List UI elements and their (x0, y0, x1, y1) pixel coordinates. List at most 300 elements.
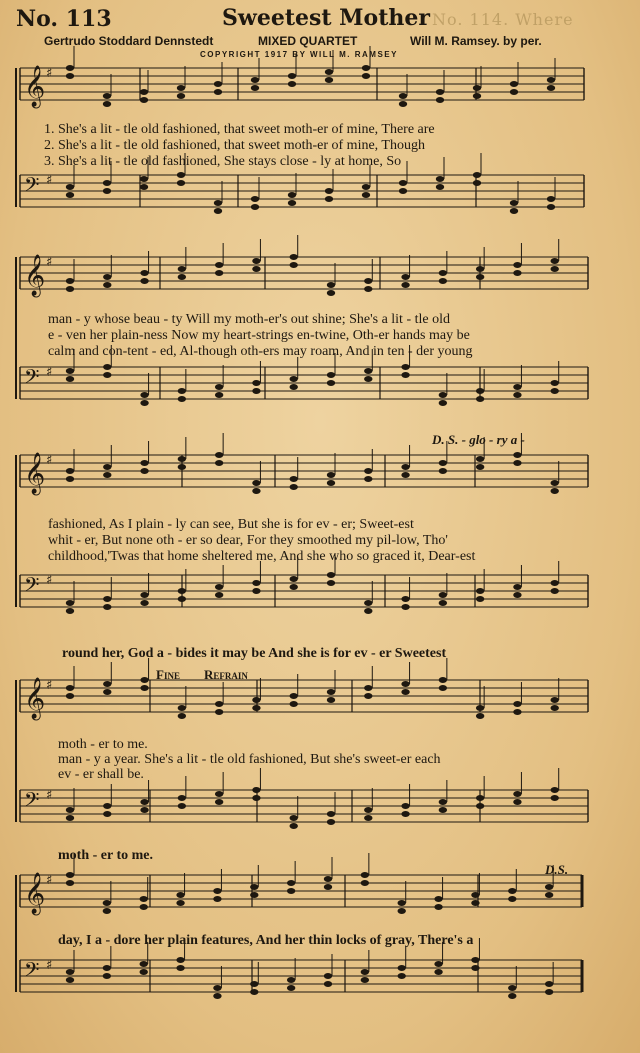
note-head (290, 384, 298, 390)
note-head (476, 713, 484, 719)
note-head (177, 93, 185, 99)
system3-lyric-4: round her, God a - bides it may be And she is for ev - er Sweetest (62, 646, 447, 661)
note-head (508, 985, 516, 991)
note-head (551, 588, 559, 594)
note-head (252, 580, 260, 586)
note-head (250, 981, 258, 987)
note-head (364, 368, 372, 374)
sharp-icon: ♯ (46, 788, 53, 803)
note-head (140, 400, 148, 406)
note-head (178, 803, 186, 809)
note-head (362, 65, 370, 71)
note-head (513, 452, 521, 458)
note-head (252, 697, 260, 703)
note-head (140, 896, 148, 902)
note-head (513, 384, 521, 390)
note-head (250, 892, 258, 898)
note-head (436, 176, 444, 182)
note-head (288, 200, 296, 206)
note-head (364, 693, 372, 699)
note-head (364, 807, 372, 813)
note-head (178, 464, 186, 470)
note-head (398, 908, 406, 914)
note-head (140, 176, 148, 182)
note-head (290, 262, 298, 268)
note-head (66, 969, 74, 975)
note-head (439, 278, 447, 284)
note-head (513, 799, 521, 805)
note-head (213, 896, 221, 902)
note-head (401, 803, 409, 809)
note-head (215, 460, 223, 466)
note-head (66, 807, 74, 813)
note-head (213, 993, 221, 999)
note-head (176, 957, 184, 963)
note-head (439, 685, 447, 691)
note-head (178, 274, 186, 280)
note-head (436, 89, 444, 95)
note-head (66, 376, 74, 382)
sharp-icon: ♯ (46, 678, 53, 693)
note-head (545, 989, 553, 995)
note-head (252, 588, 260, 594)
note-head (324, 973, 332, 979)
note-head (140, 969, 148, 975)
note-head (252, 795, 260, 801)
note-head (473, 180, 481, 186)
system4-lyric-2: man - y a year. She's a lit - tle old fashioned, But she's sweet-er each (58, 752, 441, 767)
note-head (215, 270, 223, 276)
ds-marker: D.S. (545, 862, 569, 877)
note-head (476, 795, 484, 801)
refrain-marker: Refrain (204, 667, 248, 682)
note-head (140, 799, 148, 805)
hymn-title: Sweetest Mother (222, 5, 430, 31)
system3-lyric-3: childhood,'Twas that home sheltered me, And she who so graced it, Dear-est (48, 549, 476, 564)
note-head (214, 89, 222, 95)
note-head (66, 608, 74, 614)
note-head (508, 896, 516, 902)
note-head (140, 961, 148, 967)
note-head (398, 900, 406, 906)
note-head (439, 600, 447, 606)
note-head (551, 705, 559, 711)
note-head (401, 372, 409, 378)
note-head (551, 480, 559, 486)
note-head (178, 713, 186, 719)
note-head (434, 961, 442, 967)
note-head (250, 989, 258, 995)
note-head (140, 677, 148, 683)
note-head (364, 608, 372, 614)
note-head (66, 65, 74, 71)
note-head (66, 286, 74, 292)
note-head (513, 460, 521, 466)
note-head (471, 900, 479, 906)
treble-clef-icon: 𝄞 (24, 255, 46, 296)
sharp-icon: ♯ (46, 66, 53, 81)
note-head (401, 282, 409, 288)
note-head (290, 815, 298, 821)
system2-lyric-2: e - ven her plain-ness Now my heart-strings en-twine, Oth-er hands may be (48, 328, 470, 343)
note-head (513, 709, 521, 715)
note-head (513, 270, 521, 276)
note-head (140, 184, 148, 190)
note-head (66, 693, 74, 699)
bass-clef-icon: 𝄢 (24, 365, 40, 393)
fine-marker: Fine (156, 667, 180, 682)
note-head (327, 572, 335, 578)
note-head (215, 384, 223, 390)
system3-lyric-2: whit - er, But none oth - er so dear, For they smoothed my pil-low, Tho' (48, 533, 448, 548)
note-head (471, 965, 479, 971)
system5-lyric-1: day, I a - dore her plain features, And her thin locks of gray, There's a (58, 933, 474, 948)
note-head (140, 592, 148, 598)
note-head (439, 400, 447, 406)
note-head (215, 392, 223, 398)
note-head (66, 73, 74, 79)
note-head (290, 701, 298, 707)
note-head (473, 172, 481, 178)
note-head (547, 196, 555, 202)
note-head (513, 262, 521, 268)
note-head (324, 884, 332, 890)
note-head (252, 388, 260, 394)
note-head (476, 274, 484, 280)
note-head (508, 888, 516, 894)
note-head (551, 258, 559, 264)
note-head (547, 77, 555, 83)
note-head (288, 73, 296, 79)
note-head (251, 85, 259, 91)
note-head (252, 787, 260, 793)
sharp-icon: ♯ (46, 173, 53, 188)
note-head (364, 468, 372, 474)
note-head (508, 993, 516, 999)
system4-lyric-3: ev - er shall be. (58, 767, 144, 782)
note-head (176, 892, 184, 898)
note-head (66, 977, 74, 983)
note-head (213, 888, 221, 894)
treble-clef-icon: 𝄞 (24, 66, 46, 107)
note-head (439, 799, 447, 805)
note-head (103, 681, 111, 687)
note-head (401, 689, 409, 695)
note-head (364, 476, 372, 482)
note-head (178, 396, 186, 402)
note-head (214, 200, 222, 206)
note-head (103, 282, 111, 288)
note-head (215, 799, 223, 805)
note-head (287, 985, 295, 991)
note-head (510, 81, 518, 87)
sharp-icon: ♯ (46, 255, 53, 270)
note-head (140, 468, 148, 474)
note-head (140, 807, 148, 813)
note-head (215, 452, 223, 458)
note-head (214, 81, 222, 87)
note-head (290, 576, 298, 582)
note-head (476, 588, 484, 594)
note-head (103, 472, 111, 478)
note-head (401, 811, 409, 817)
note-head (66, 476, 74, 482)
note-head (471, 892, 479, 898)
note-head (290, 254, 298, 260)
bass-clef-icon: 𝄢 (24, 173, 40, 201)
note-head (327, 580, 335, 586)
note-head (361, 969, 369, 975)
arranger-credit: Will M. Ramsey. by per. (410, 34, 542, 48)
note-head (399, 188, 407, 194)
bleed-through-text: No. 114. Where (432, 10, 574, 29)
note-head (471, 957, 479, 963)
note-head (545, 981, 553, 987)
note-head (177, 85, 185, 91)
note-head (434, 969, 442, 975)
note-head (439, 460, 447, 466)
note-head (439, 392, 447, 398)
note-head (399, 93, 407, 99)
note-head (551, 388, 559, 394)
note-head (551, 380, 559, 386)
note-head (325, 69, 333, 75)
system2-lyric-3: calm and con-tent - ed, Al-though oth-ers may roam, And in ten - der young (48, 344, 473, 359)
note-head (473, 85, 481, 91)
note-head (103, 188, 111, 194)
note-head (361, 977, 369, 983)
note-head (476, 596, 484, 602)
treble-clef-icon: 𝄞 (24, 873, 46, 914)
note-head (510, 208, 518, 214)
treble-clef-icon: 𝄞 (24, 678, 46, 719)
note-head (178, 456, 186, 462)
note-head (551, 488, 559, 494)
note-head (362, 192, 370, 198)
note-head (364, 685, 372, 691)
note-head (439, 592, 447, 598)
note-head (551, 580, 559, 586)
note-head (476, 705, 484, 711)
copyright-line: COPYRIGHT 1917 BY WILL M. RAMSEY (200, 50, 398, 59)
note-head (290, 476, 298, 482)
note-head (327, 380, 335, 386)
note-head (140, 600, 148, 606)
note-head (178, 705, 186, 711)
note-head (327, 811, 335, 817)
note-head (364, 815, 372, 821)
note-head (324, 981, 332, 987)
note-head (513, 592, 521, 598)
note-head (290, 376, 298, 382)
system2-lyric-1: man - y whose beau - ty Will my moth-er's out shine; She's a lit - tle old (48, 312, 450, 327)
note-head (436, 184, 444, 190)
note-head (103, 101, 111, 107)
note-head (439, 270, 447, 276)
note-head (476, 464, 484, 470)
note-head (364, 278, 372, 284)
note-head (103, 93, 111, 99)
note-head (510, 89, 518, 95)
note-head (513, 392, 521, 398)
note-head (513, 701, 521, 707)
note-head (401, 472, 409, 478)
note-head (215, 701, 223, 707)
note-head (103, 464, 111, 470)
note-head (327, 472, 335, 478)
note-head (103, 965, 111, 971)
note-head (252, 266, 260, 272)
note-head (364, 286, 372, 292)
note-head (140, 278, 148, 284)
voicing-label: MIXED QUARTET (258, 34, 358, 48)
note-head (476, 396, 484, 402)
note-head (513, 584, 521, 590)
note-head (215, 584, 223, 590)
note-head (103, 180, 111, 186)
note-head (140, 460, 148, 466)
note-head (250, 884, 258, 890)
note-head (176, 965, 184, 971)
note-head (290, 484, 298, 490)
note-head (103, 596, 111, 602)
note-head (213, 985, 221, 991)
note-head (103, 604, 111, 610)
note-head (401, 604, 409, 610)
note-head (66, 600, 74, 606)
note-head (66, 880, 74, 886)
note-head (513, 791, 521, 797)
bass-clef-icon: 𝄢 (24, 788, 40, 816)
bass-clef-icon: 𝄢 (24, 573, 40, 601)
note-head (290, 584, 298, 590)
note-head (439, 468, 447, 474)
note-head (476, 803, 484, 809)
note-head (140, 270, 148, 276)
note-head (439, 807, 447, 813)
note-head (103, 973, 111, 979)
sharp-icon: ♯ (46, 365, 53, 380)
note-head (398, 973, 406, 979)
note-head (251, 204, 259, 210)
note-head (401, 681, 409, 687)
note-head (399, 101, 407, 107)
note-head (551, 266, 559, 272)
note-head (327, 290, 335, 296)
sharp-icon: ♯ (46, 873, 53, 888)
note-head (252, 705, 260, 711)
note-head (364, 376, 372, 382)
verse2-lyric: 2. She's a lit - tle old fashioned, that sweet moth-er of mine, Though (44, 138, 425, 153)
note-head (547, 204, 555, 210)
note-head (401, 364, 409, 370)
ds-lyric: D. S. - glo - ry a - (432, 432, 525, 447)
note-head (551, 787, 559, 793)
sharp-icon: ♯ (46, 958, 53, 973)
note-head (103, 364, 111, 370)
note-head (547, 85, 555, 91)
note-head (327, 282, 335, 288)
sharp-icon: ♯ (46, 453, 53, 468)
note-head (476, 388, 484, 394)
note-head (476, 266, 484, 272)
note-head (103, 908, 111, 914)
note-head (399, 180, 407, 186)
note-head (252, 480, 260, 486)
note-head (66, 192, 74, 198)
note-head (103, 689, 111, 695)
note-head (66, 184, 74, 190)
note-head (434, 904, 442, 910)
note-head (66, 468, 74, 474)
note-head (362, 184, 370, 190)
note-head (287, 977, 295, 983)
note-head (103, 372, 111, 378)
note-head (476, 456, 484, 462)
note-head (178, 266, 186, 272)
note-head (140, 904, 148, 910)
note-head (214, 208, 222, 214)
note-head (103, 274, 111, 280)
note-head (140, 685, 148, 691)
note-head (140, 89, 148, 95)
note-head (325, 196, 333, 202)
note-head (103, 900, 111, 906)
note-head (327, 372, 335, 378)
system3-lyric-1: fashioned, As I plain - ly can see, But she is for ev - er; Sweet-est (48, 517, 414, 532)
bass-clef-icon: 𝄢 (24, 958, 40, 986)
note-head (361, 872, 369, 878)
system4-lyric-1: moth - er to me. (58, 737, 148, 752)
note-head (325, 188, 333, 194)
note-head (140, 97, 148, 103)
note-head (361, 880, 369, 886)
note-head (434, 896, 442, 902)
note-head (401, 596, 409, 602)
note-head (252, 258, 260, 264)
note-head (327, 480, 335, 486)
note-head (436, 97, 444, 103)
note-head (401, 464, 409, 470)
note-head (325, 77, 333, 83)
note-head (290, 693, 298, 699)
note-head (178, 388, 186, 394)
note-head (251, 77, 259, 83)
note-head (324, 876, 332, 882)
composer-credit: Gertrudo Stoddard Dennstedt (44, 34, 214, 48)
note-head (251, 196, 259, 202)
note-head (551, 697, 559, 703)
note-head (288, 81, 296, 87)
note-head (215, 262, 223, 268)
note-head (545, 884, 553, 890)
note-head (103, 803, 111, 809)
note-head (215, 791, 223, 797)
note-head (252, 380, 260, 386)
note-head (545, 892, 553, 898)
system4-lyric-4: moth - er to me. (58, 848, 153, 863)
note-head (551, 795, 559, 801)
note-head (177, 172, 185, 178)
note-head (473, 93, 481, 99)
note-head (288, 192, 296, 198)
note-head (439, 677, 447, 683)
note-head (364, 600, 372, 606)
sharp-icon: ♯ (46, 573, 53, 588)
verse3-lyric: 3. She's a lit - tle old fashioned, She stays close - ly at home, So (44, 154, 402, 169)
note-head (215, 592, 223, 598)
hymn-number: No. 113 (16, 6, 112, 32)
